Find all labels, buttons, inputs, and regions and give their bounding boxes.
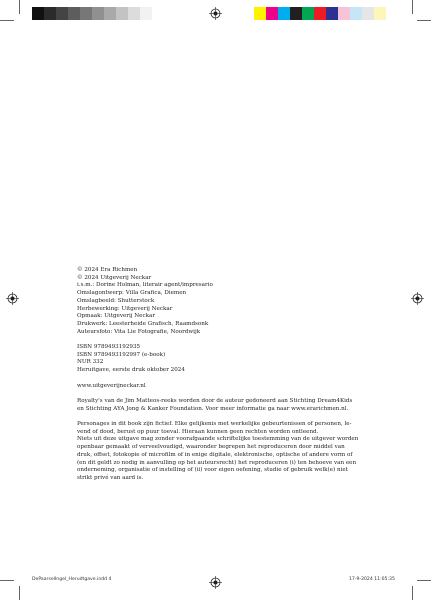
crop-mark: [19, 0, 20, 14]
credits-block: [77, 267, 377, 336]
crop-mark: [412, 0, 413, 14]
registration-mark-left-icon: [6, 292, 19, 305]
crop-mark: [412, 586, 413, 600]
credit-line: © 2024 Uitgeverij Neckar: [77, 274, 152, 281]
website-block: [77, 383, 377, 391]
royalty-line: en Stichting AYA Jong & Kanker Foundation. Voor meer informatie ga naar www.erarichmen.nl.: [77, 405, 349, 412]
registration-mark-right-icon: [411, 292, 424, 305]
legal-line: openbaar gemaakt of verveelvoudigd, waaronder begrepen het reproduceren door middel van: [77, 444, 345, 451]
color-swatch: [92, 7, 104, 20]
color-swatch: [116, 7, 128, 20]
isbn-block: [77, 344, 377, 375]
legal-line: druk, offset, fotokopie of microfilm of in enige digitale, elektronische, optische of andere vorm of: [77, 451, 353, 458]
color-swatch: [362, 7, 374, 20]
color-swatch: [314, 7, 326, 20]
publisher-website: www.uitgeverijneckar.nl: [77, 382, 146, 389]
registration-mark-top-icon: [209, 7, 222, 20]
crop-mark: [0, 580, 14, 581]
color-swatch: [128, 7, 140, 20]
legal-line: Niets uit deze uitgave mag zonder voorafgaande schriftelijke toestemming van de uitgever worden: [77, 436, 359, 443]
color-swatch: [278, 7, 290, 20]
legal-line: onderneming, organisatie of instelling of (ii) voor eigen oefening, studie of gebruik welk(e) niet: [77, 467, 348, 474]
isbn-line: Heruitgave, eerste druk oktober 2024: [77, 367, 185, 374]
credit-line: i.s.m.: Dorine Holman, literair agent/impresario: [77, 282, 213, 289]
color-swatch: [374, 7, 386, 20]
credit-line: Herbewerking: Uitgeverij Neckar: [77, 305, 173, 312]
color-swatch: [290, 7, 302, 20]
legal-line: Personages in dit book zijn fictief. Elke gelijkenis met werkelijke gebeurtenissen of personen, le-: [77, 421, 352, 427]
color-swatch: [254, 7, 266, 20]
credit-line: Omslagbeeld: Shutterstock: [77, 297, 155, 304]
credit-line: Opmaak: Uitgeverij Neckar: [77, 313, 156, 320]
color-swatch: [56, 7, 68, 20]
color-swatch: [32, 7, 44, 20]
royalty-block: [77, 398, 377, 413]
slug-filename: DePaarselIngel_Herudtgave.indd 4: [32, 577, 112, 582]
color-swatch: [326, 7, 338, 20]
color-calibration-bar: [254, 7, 386, 20]
color-swatch: [338, 7, 350, 20]
color-swatch: [302, 7, 314, 20]
color-swatch: [266, 7, 278, 20]
legal-line: vend of dood, berust op puur toeval. Hieraan kunnen geen rechten worden ontleend.: [77, 428, 319, 435]
isbn-line: ISBN 9789493192997 (e-book): [77, 351, 166, 358]
registration-mark-bottom-icon: [209, 576, 222, 589]
crop-mark: [417, 20, 431, 21]
crop-mark: [0, 20, 14, 21]
credit-line: Drukwerk: Leesterheide Grafisch, Raamdsonk: [77, 320, 209, 327]
credit-line: © 2024 Era Richmen: [77, 267, 138, 273]
legal-block: [77, 421, 377, 483]
color-swatch: [68, 7, 80, 20]
colophon: [77, 267, 377, 490]
crop-mark: [417, 580, 431, 581]
legal-line: strikt privé van aard is.: [77, 474, 144, 481]
grey-calibration-bar: [32, 7, 152, 20]
color-swatch: [140, 7, 152, 20]
credit-line: Auteursfoto: Vita Lie Fotografie, Noordwijk: [77, 328, 201, 335]
color-swatch: [104, 7, 116, 20]
royalty-line: Royalty's van de Jim Matteos-reeks worden door de auteur gedoneerd aan Stichting Dream4Kids: [77, 397, 353, 404]
isbn-line: ISBN 9789493192935: [77, 344, 141, 351]
color-swatch: [80, 7, 92, 20]
slug-timestamp: 17-9-2024 11:05:35: [349, 577, 395, 582]
color-swatch: [350, 7, 362, 20]
color-swatch: [44, 7, 56, 20]
crop-mark: [19, 586, 20, 600]
legal-line: (en dit geldt zo nodig in aanvulling op het auteursrecht) het reproduceren (i) ten behoeve van een: [77, 459, 357, 466]
isbn-line: NUR 332: [77, 359, 104, 366]
credit-line: Omslagontwerp: Villa Grafica, Diemen: [77, 290, 187, 297]
